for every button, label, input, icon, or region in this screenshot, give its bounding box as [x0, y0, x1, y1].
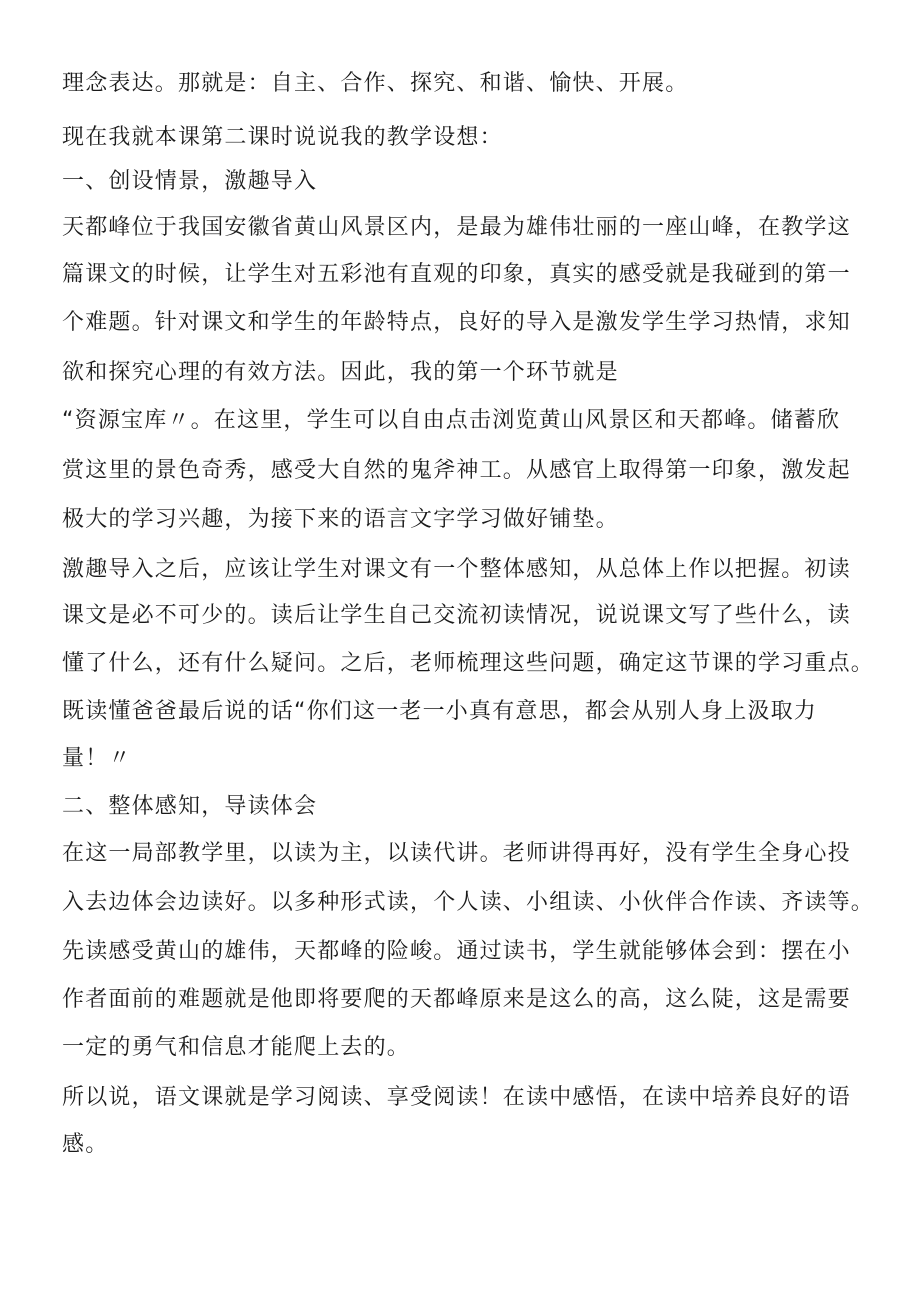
text-line: 激趣导入之后，应该让学生对课文有一个整体感知，从总体上作以把握。初读 — [62, 557, 851, 582]
text-line: 极大的学习兴趣，为接下来的语言文字学习做好铺垫。 — [62, 507, 619, 532]
text-line: 在这一局部教学里，以读为主，以读代讲。老师讲得再好，没有学生全身心投 — [62, 841, 851, 866]
text-line: 理念表达。那就是：自主、合作、探究、和谐、愉快、开展。 — [62, 71, 689, 96]
text-line: 入去边体会边读好。以多种形式读，个人读、小组读、小伙伴合作读、齐读等。 — [62, 890, 875, 915]
text-line: 量！〃 — [62, 746, 132, 771]
text-line: “资源宝库〃。在这里，学生可以自由点击浏览黄山风景区和天都峰。储蓄欣 — [62, 408, 841, 433]
section-heading: 一、创设情景，激趣导入 — [62, 169, 318, 194]
text-line: 欲和探究心理的有效方法。因此，我的第一个环节就是 — [62, 360, 619, 385]
text-line: 课文是必不可少的。读后让学生自己交流初读情况，说说课文写了些什么，读 — [62, 603, 851, 628]
text-line: 现在我就本课第二课时说说我的教学设想： — [62, 125, 503, 150]
text-line: 天都峰位于我国安徽省黄山风景区内，是最为雄伟壮丽的一座山峰，在教学这 — [62, 215, 851, 240]
text-line: 一定的勇气和信息才能爬上去的。 — [62, 1035, 411, 1060]
text-line: 所以说，语文课就是学习阅读、享受阅读！在读中感悟，在读中培养良好的语 — [62, 1085, 851, 1110]
text-line: 感。 — [62, 1132, 109, 1157]
text-line: 作者面前的难题就是他即将要爬的天都峰原来是这么的高，这么陡，这是需要 — [62, 987, 851, 1012]
text-line: 篇课文的时候，让学生对五彩池有直观的印象，真实的感受就是我碰到的第一 — [62, 262, 851, 287]
text-line: 先读感受黄山的雄伟，天都峰的险峻。通过读书，学生就能够体会到：摆在小 — [62, 939, 851, 964]
section-heading: 二、整体感知，导读体会 — [62, 794, 318, 819]
text-line: 既读懂爸爸最后说的话“你们这一老一小真有意思，都会从别人身上汲取力 — [62, 699, 817, 724]
text-line: 个难题。针对课文和学生的年龄特点，良好的导入是激发学生学习热情，求知 — [62, 310, 851, 335]
text-line: 懂了什么，还有什么疑问。之后，老师梳理这些问题，确定这节课的学习重点。 — [62, 651, 875, 676]
text-line: 赏这里的景色奇秀，感受大自然的鬼斧神工。从感官上取得第一印象，激发起 — [62, 458, 851, 483]
